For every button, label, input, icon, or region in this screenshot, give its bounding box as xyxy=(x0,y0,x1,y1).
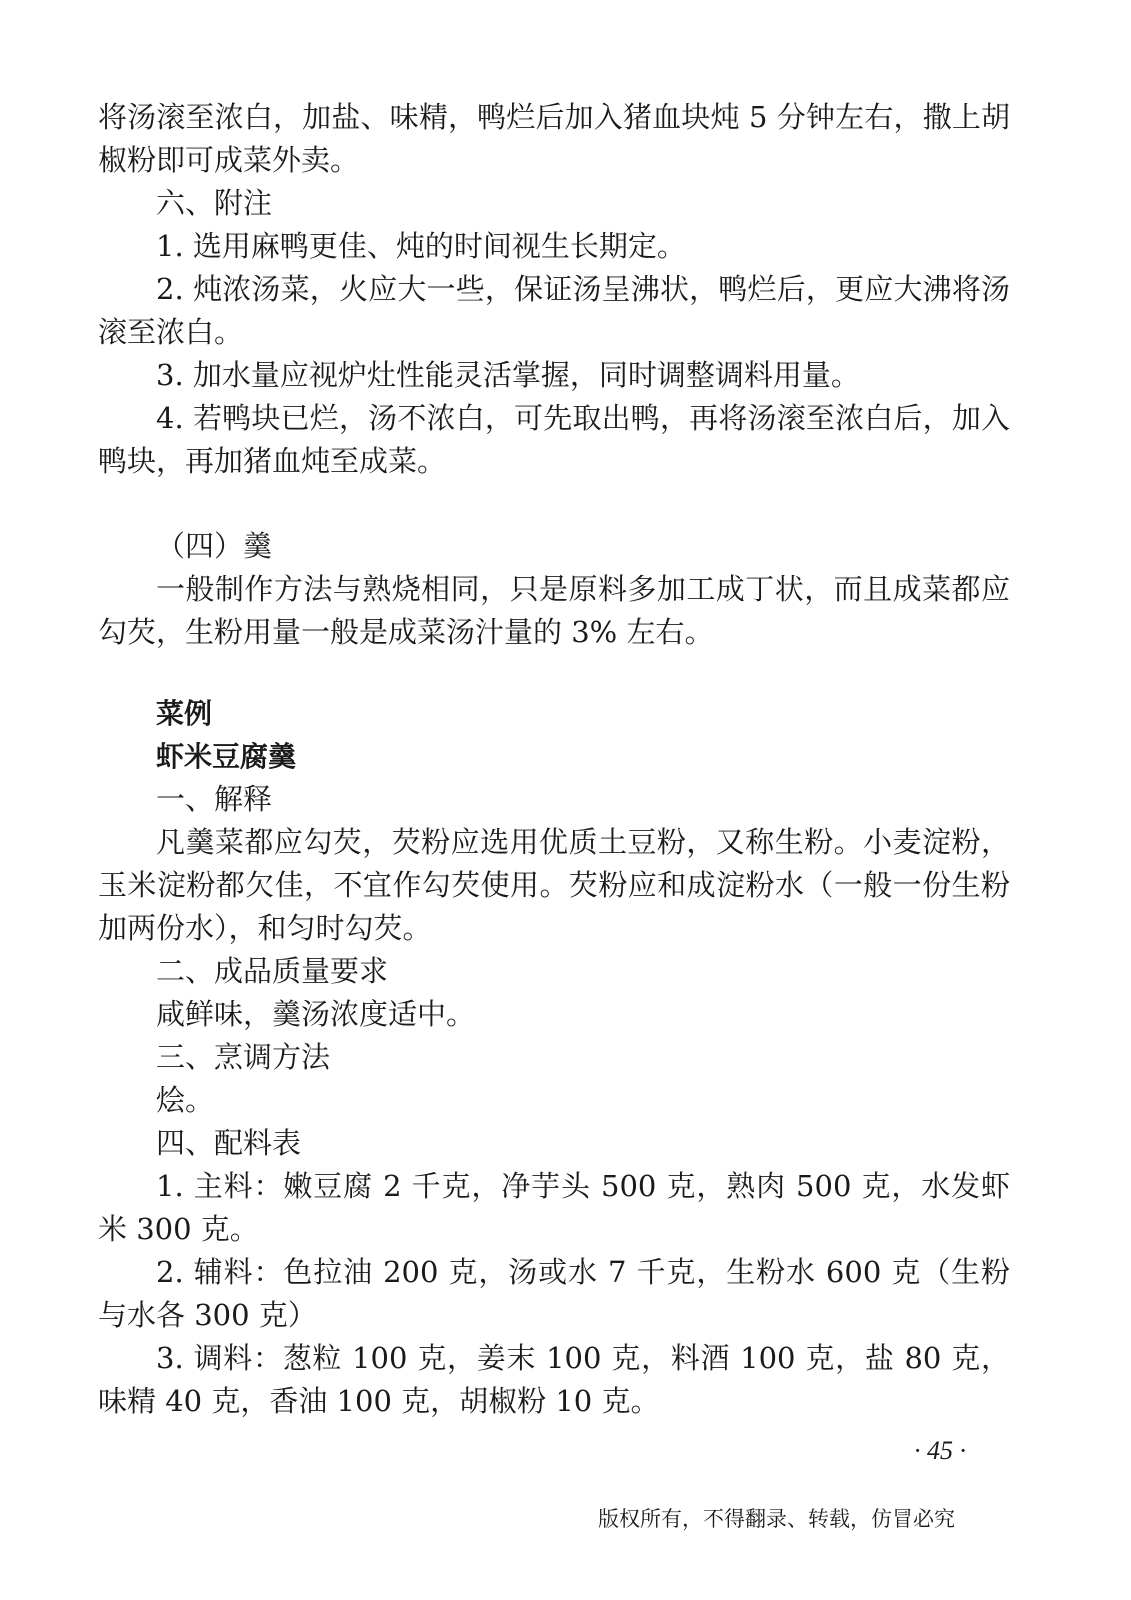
paragraph: 将汤滚至浓白，加盐、味精，鸭烂后加入猪血块炖 5 分钟左右，撒上胡椒粉即可成菜外卖。 xyxy=(98,100,1010,177)
section-body: 一般制作方法与熟烧相同，只是原料多加工成丁状，而且成菜都应勾芡，生粉用量一般是成菜汤汁量的 3% 左右。 xyxy=(98,572,1010,649)
ingredient-auxiliary: 2. 辅料：色拉油 200 克，汤或水 7 千克，生粉水 600 克（生粉与水各 300 克） xyxy=(98,1255,1010,1332)
dish-name: 虾米豆腐羹 xyxy=(156,740,297,773)
body-text xyxy=(98,96,1010,1423)
subsection-heading-notes: 六、附注 xyxy=(156,186,273,220)
note-item-2: 2. 炖浓汤菜，火应大一些，保证汤呈沸状，鸭烂后，更应大沸将汤滚至浓白。 xyxy=(98,272,1010,349)
method-body: 烩。 xyxy=(156,1083,215,1117)
example-label: 菜例 xyxy=(156,697,213,730)
subsection-heading-explanation: 一、解释 xyxy=(156,782,273,816)
note-item-4: 4. 若鸭块已烂，汤不浓白，可先取出鸭，再将汤滚至浓白后，加入鸭块，再加猪血炖至成菜。 xyxy=(98,401,1010,478)
copyright-notice: 版权所有，不得翻录、转载，仿冒必究 xyxy=(598,1507,955,1531)
subsection-heading-quality: 二、成品质量要求 xyxy=(156,954,389,988)
page-number: · 45 · xyxy=(914,1436,966,1465)
ingredient-seasoning: 3. 调料：葱粒 100 克，姜末 100 克，料酒 100 克，盐 80 克，味精 40 克，香油 100 克，胡椒粉 10 克。 xyxy=(98,1341,1010,1418)
note-item-1: 1. 选用麻鸭更佳、炖的时间视生长期定。 xyxy=(156,229,686,263)
section-title: （四）羹 xyxy=(156,529,273,563)
ingredient-main: 1. 主料：嫩豆腐 2 千克，净芋头 500 克，熟肉 500 克，水发虾米 300 克。 xyxy=(98,1169,1010,1246)
subsection-heading-method: 三、烹调方法 xyxy=(156,1040,331,1074)
quality-body: 咸鲜味，羹汤浓度适中。 xyxy=(156,997,476,1031)
subsection-heading-ingredients: 四、配料表 xyxy=(156,1126,302,1160)
explanation-body: 凡羹菜都应勾芡，芡粉应选用优质土豆粉，又称生粉。小麦淀粉，玉米淀粉都欠佳，不宜作勾芡使用。芡粉应和成淀粉水（一般一份生粉加两份水），和匀时勾芡。 xyxy=(98,825,1010,945)
note-item-3: 3. 加水量应视炉灶性能灵活掌握，同时调整调料用量。 xyxy=(156,358,860,392)
